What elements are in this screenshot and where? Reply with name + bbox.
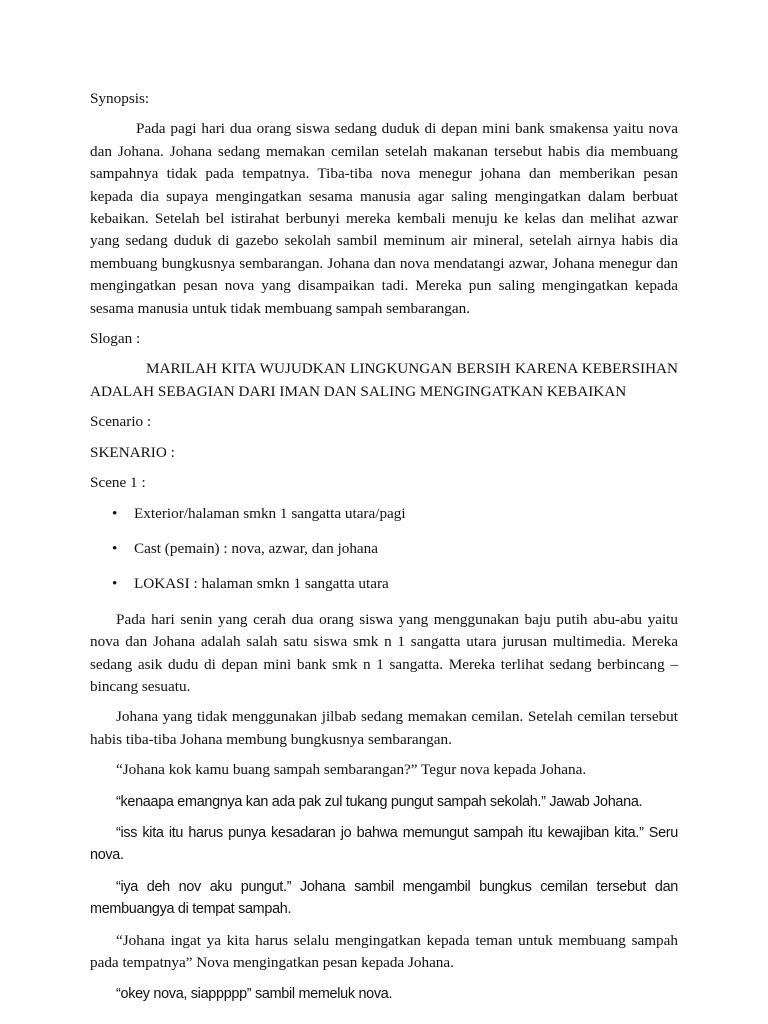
bullet-icon: • (112, 575, 118, 593)
slogan-heading: Slogan : (90, 330, 141, 348)
story-paragraph: Johana yang tidak menggunakan jilbab sedang memakan cemilan. Setelah cemilan tersebut habis tiba-tiba Johana membung bungkusnya sembarangan. (90, 708, 678, 748)
synopsis-heading: Synopsis: (90, 90, 150, 107)
bullet-icon: • (112, 539, 118, 557)
scene-details-list (90, 503, 678, 596)
skenario-title: SKENARIO : (90, 443, 175, 461)
dialogue-line: “Johana ingat ya kita harus selalu mengingatkan kepada teman untuk membuang sampah pada tempatnya” Nova mengingatkan pesan kepada Johana. (90, 931, 678, 971)
scenario-heading: Scenario : (90, 413, 152, 431)
list-item (90, 538, 678, 560)
dialogue-line: “kenaapa emangnya kan ada pak zul tukang pungut sampah sekolah.” Jawab Johana. (116, 793, 643, 810)
document-page (90, 88, 678, 1015)
bullet-icon: • (112, 504, 118, 522)
list-item (90, 503, 678, 525)
list-item-text: LOKASI : halaman smkn 1 sangatta utara (134, 575, 389, 593)
dialogue-line: “okey nova, siappppp” sambil memeluk nova. (116, 986, 393, 1003)
scene-label: Scene 1 : (90, 474, 146, 492)
dialogue-line: “iss kita itu harus punya kesadaran jo bahwa memungut sampah itu kewajiban kita.” Seru nova. (90, 824, 678, 864)
list-item-text: Cast (pemain) : nova, azwar, dan johana (134, 539, 378, 557)
slogan-text: MARILAH KITA WUJUDKAN LINGKUNGAN BERSIH KARENA KEBERSIHAN ADALAH SEBAGIAN DARI IMAN DAN SALING MENGINGATKAN KEBAIKAN (90, 360, 678, 400)
story-paragraph: Pada hari senin yang cerah dua orang siswa yang menggunakan baju putih abu-abu yaitu nova dan Johana adalah salah satu siswa smk n 1 sangatta utara jurusan multimedia. Mereka sedang asik dudu di depan mini bank smk n 1 sangatta. Mereka terlihat sedang berbincang – bincang sesuatu. (90, 610, 678, 695)
list-item-text: Exterior/halaman smkn 1 sangatta utara/pagi (134, 504, 406, 522)
dialogue-line: “iya deh nov aku pungut.” Johana sambil mengambil bungkus cemilan tersebut dan membuangya di tempat sampah. (90, 878, 678, 918)
synopsis-paragraph: Pada pagi hari dua orang siswa sedang duduk di depan mini bank smakensa yaitu nova dan Johana. Johana sedang memakan cemilan setelah makanan tersebut habis dia membuang sampahnya tidak pada tempatnya. Tiba-tiba nova menegur johana dan memberikan pesan kepada dia supaya mengingatkan sesama manusia agar saling mengingatkan dalam berbuat kebaikan. Setelah bel istirahat berbunyi mereka kembali menuju ke kelas dan melihat azwar yang sedang duduk di gazebo sekolah sambil meminum air mineral, setelah airnya habis dia membuang bungkusnya sembarangan. Johana dan nova mendatangi azwar, Johana menegur dan mengingatkan pesan nova yang disampaikan tadi. Mereka pun saling mengingatkan kepada sesama manusia untuk tidak membuang sampah sembarangan. (90, 120, 678, 317)
dialogue-line: “Johana kok kamu buang sampah sembarangan?” Tegur nova kepada Johana. (116, 761, 587, 779)
list-item (90, 573, 678, 595)
